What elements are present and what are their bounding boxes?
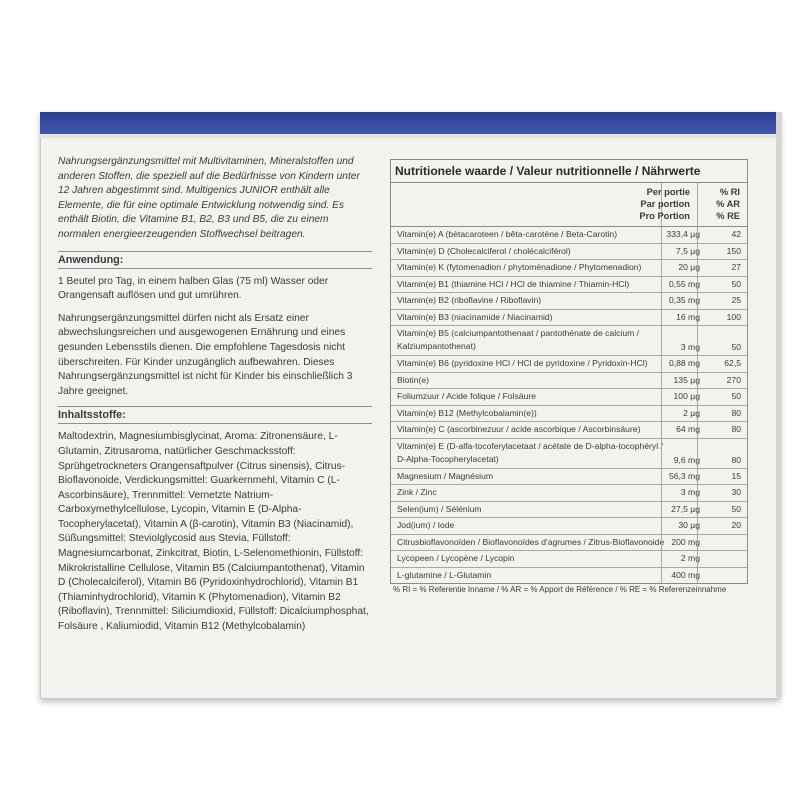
- nutrient-row: [391, 293, 747, 310]
- nutrient-amount: 135 µg: [673, 374, 700, 385]
- nutrient-name: Vitamin(e) E (D-alfa-tocoferylacetaat / acétate de D-alpha-tocophéryl / D-Alpha-Tocopherylacetat): [397, 440, 663, 464]
- nutrient-row: [391, 469, 747, 486]
- nutrient-row: [391, 373, 747, 390]
- nutrient-name: Vitamin(e) A (bètacaroteen / bêta-carotène / Beta-Carotin): [397, 229, 618, 239]
- nutrient-amount: 7,5 µg: [675, 245, 700, 256]
- nutrient-name: Vitamin(e) C (ascorbinezuur / acide ascorbique / Ascorbinsäure): [397, 424, 641, 434]
- nutrient-amount: 2 mg: [680, 553, 700, 563]
- nutrient-ri: 25: [731, 295, 741, 305]
- nutrient-name: Vitamin(e) B1 (thiamine HCl / HCl de thiamine / Thiamin-HCl): [397, 278, 630, 289]
- nutrient-name: Citrusbioflavonoïden / Bioflavonoïdes d'agrumes / Zitrus-Bioflavonoide: [397, 536, 665, 547]
- nutrient-name: Vitamin(e) B6 (pyridoxine HCl / HCl de pyridoxine / Pyridoxin-HCl): [397, 358, 648, 368]
- nutrition-rows: [391, 227, 747, 583]
- nutrition-table: [390, 159, 748, 584]
- nutrient-name: Vitamin(e) D (Cholecalciferol / cholécalciférol): [397, 245, 571, 256]
- nutrient-amount: 333,4 µg: [666, 229, 700, 239]
- nutrient-name: Vitamin(e) B5 (calciumpantothenaat / pantothénate de calcium / Kalziumpantothenat): [397, 328, 640, 352]
- nutrient-name: Magnesium / Magnésium: [397, 470, 494, 481]
- divider: [58, 423, 372, 424]
- nutrient-ri: 50: [731, 342, 741, 352]
- nutrient-ri: 20: [731, 520, 741, 530]
- nutrient-amount: 100 µg: [673, 391, 700, 401]
- nutrient-ri: 150: [726, 245, 741, 256]
- nutrient-amount: 0,35 mg: [668, 295, 700, 305]
- nutrient-ri: 50: [731, 391, 741, 401]
- ingredients-text: Maltodextrin, Magnesiumbisglycinat, Aroma: Zitronensäure, L-Glutamin, Zitrusaroma, natürlicher Geschmacksstoff: Sprühgetrockneters Orangensaftpulver (Citrus sinensis), Citrus-Bioflavonoide, Verdickungsmittel: Guarkernmehl, Vitamin C (L-Ascorbinsäure), Trennmittel: Vernetzte Natrium-Carboxymethylcellulose, Lycopin, Vitamin E (D-Alpha-Tocopherylacetat), Vitamin A (β-carotin), Vitamin B3 (Niacinamid), Süßungsmittel: Steviolglycosid aus Stevia, Füllstoff: Magnesiumcarbonat, Zinkcitrat, Biotin, L-Selenomethionin, Füllstoff: Mikrokristalline Cellulose, Vitamin B5 (Calciumpantothenat), Vitamin D (Cholecalciferol), Vitamin B6 (Pyridoxinhydrochlorid), Vitamin B1 (Thiaminhydrochlorid), Vitamin K (Phytomenadion), Vitamin B2 (Riboflavin), Trennmittel: Siliciumdioxid, Füllstoff: Dicalciumphosphat, Folsäure , Kaliumiodid, Vitamin B12 (Methylcobalamin): [58, 431, 369, 633]
- nutrient-name: Foliumzuur / Acide folique / Folsäure: [397, 391, 536, 401]
- nutrient-ri: 80: [731, 407, 741, 418]
- nutrient-amount: 0,88 mg: [668, 358, 700, 368]
- nutrient-ri: 100: [726, 311, 741, 322]
- nutrient-amount: 400 mg: [671, 569, 700, 580]
- nutrient-name: Lycopeen / Lycopène / Lycopin: [397, 553, 515, 563]
- nutrient-ri: 80: [731, 454, 741, 465]
- nutrient-amount: 200 mg: [671, 536, 700, 547]
- nutrient-name: Vitamin(e) B3 (niacinamide / Niacinamid): [397, 311, 553, 322]
- nutrient-amount: 56,3 mg: [668, 470, 700, 481]
- nutrient-row: [391, 502, 747, 519]
- nutrient-amount: 16 mg: [676, 311, 700, 322]
- left-column: [58, 155, 372, 635]
- nutrient-row: [391, 406, 747, 423]
- nutrient-ri: 15: [731, 470, 741, 481]
- nutrient-amount: 3 mg: [680, 342, 700, 352]
- nutrient-name: Jod(ium) / Iode: [397, 520, 455, 530]
- divider: [58, 268, 372, 269]
- nutrient-row: [391, 568, 747, 584]
- nutrient-amount: 9,6 mg: [673, 454, 700, 465]
- package-top-band: [40, 112, 780, 134]
- nutrient-amount: 20 µg: [678, 262, 700, 272]
- nutrient-amount: 0,55 mg: [668, 278, 700, 289]
- nutrient-row: [391, 244, 747, 261]
- nutrient-name: L-glutamine / L-Glutamin: [397, 569, 492, 580]
- intro-text: Nahrungsergänzungsmittel mit Multivitaminen, Mineralstoffen und anderen Stoffen, die speziell auf die Bedürfnisse von Kindern unter 12 Jahren abgestimmt sind. Multigenics JUNIOR enthält alle Elemente, die für eine optimale Entwicklung notwendig sind. Es enthält Biotin, die Vitamine B1, B2, B3 und B5, die zu einem normalen energieerzeugenden Stoffwechsel beitragen.: [58, 156, 360, 240]
- nutrient-name: Vitamin(e) K (fytomenadion / phytoménadione / Phytomenadion): [397, 262, 642, 272]
- ingredients-heading: Inhaltsstoffe:: [58, 409, 126, 422]
- nutrient-amount: 64 mg: [676, 424, 700, 434]
- nutrient-name: Zink / Zinc: [397, 487, 437, 497]
- nutrient-row: [391, 356, 747, 373]
- column-divider: [697, 227, 698, 583]
- nutrient-ri: 50: [731, 278, 741, 289]
- nutrient-ri: 27: [731, 262, 741, 272]
- nutrient-ri: 270: [726, 374, 741, 385]
- nutrient-row: [391, 535, 747, 552]
- nutrient-row: [391, 260, 747, 277]
- nutrient-ri: 42: [731, 229, 741, 239]
- table-footnote: % RI = % Referentie Inname / % AR = % Apport de Référence / % RE = % Referenzeinnahme: [393, 585, 727, 594]
- nutrient-row: [391, 310, 747, 327]
- usage-heading: Anwendung:: [58, 253, 124, 266]
- nutrition-table-header: [391, 183, 747, 227]
- package-right-edge: [776, 112, 782, 697]
- nutrient-amount: 3 mg: [680, 487, 700, 497]
- nutrient-amount: 30 µg: [678, 520, 700, 530]
- nutrient-row: [391, 389, 747, 406]
- usage-text: 1 Beutel pro Tag, in einem halben Glas (75 ml) Wasser oder Orangensaft auflösen und gut umrühren.: [58, 275, 329, 302]
- nutrient-row: [391, 422, 747, 439]
- nutrient-ri: 30: [731, 487, 741, 497]
- nutrient-name: Vitamin(e) B12 (Methylcobalamin(e)): [397, 407, 537, 418]
- nutrient-amount: 2 µg: [683, 407, 700, 418]
- nutrient-ri: 50: [731, 503, 741, 514]
- nutrient-ri: 62,5: [724, 358, 741, 368]
- column-divider: [697, 183, 698, 226]
- nutrient-row: [391, 227, 747, 244]
- nutrient-row: [391, 518, 747, 535]
- column-divider: [661, 227, 662, 583]
- nutrient-name: Biotin(e): [397, 374, 429, 385]
- ri-header: % RI % AR % RE: [716, 187, 740, 221]
- portion-header: Per portie Par portion Pro Portion: [639, 187, 690, 221]
- nutrient-amount: 27,5 µg: [671, 503, 700, 514]
- nutrient-row: [391, 277, 747, 294]
- nutrient-row: [391, 326, 747, 356]
- nutrient-name: Selen(ium) / Sélénium: [397, 503, 482, 514]
- package-fold: [40, 134, 780, 138]
- nutrient-name: Vitamin(e) B2 (riboflavine / Riboflavin): [397, 295, 542, 305]
- nutrient-row: [391, 485, 747, 502]
- nutrition-table-title: Nutritionele waarde / Valeur nutritionnelle / Nährwerte: [391, 160, 747, 183]
- nutrient-row: [391, 439, 747, 469]
- warning-text: Nahrungsergänzungsmittel dürfen nicht als Ersatz einer abwechslungsreichen und ausgewogenen Ernährung und eines gesunden Lebensstils dienen. Die empfohlene Tagesdosis nicht überschreiten. Für Kinder unzugänglich aufbewahren. Dieses Nahrungsergänzungsmittel ist nicht für Kinder bis einschließlich 3 Jahre geeignet.: [58, 312, 353, 397]
- nutrient-row: [391, 551, 747, 568]
- nutrient-ri: 80: [731, 424, 741, 434]
